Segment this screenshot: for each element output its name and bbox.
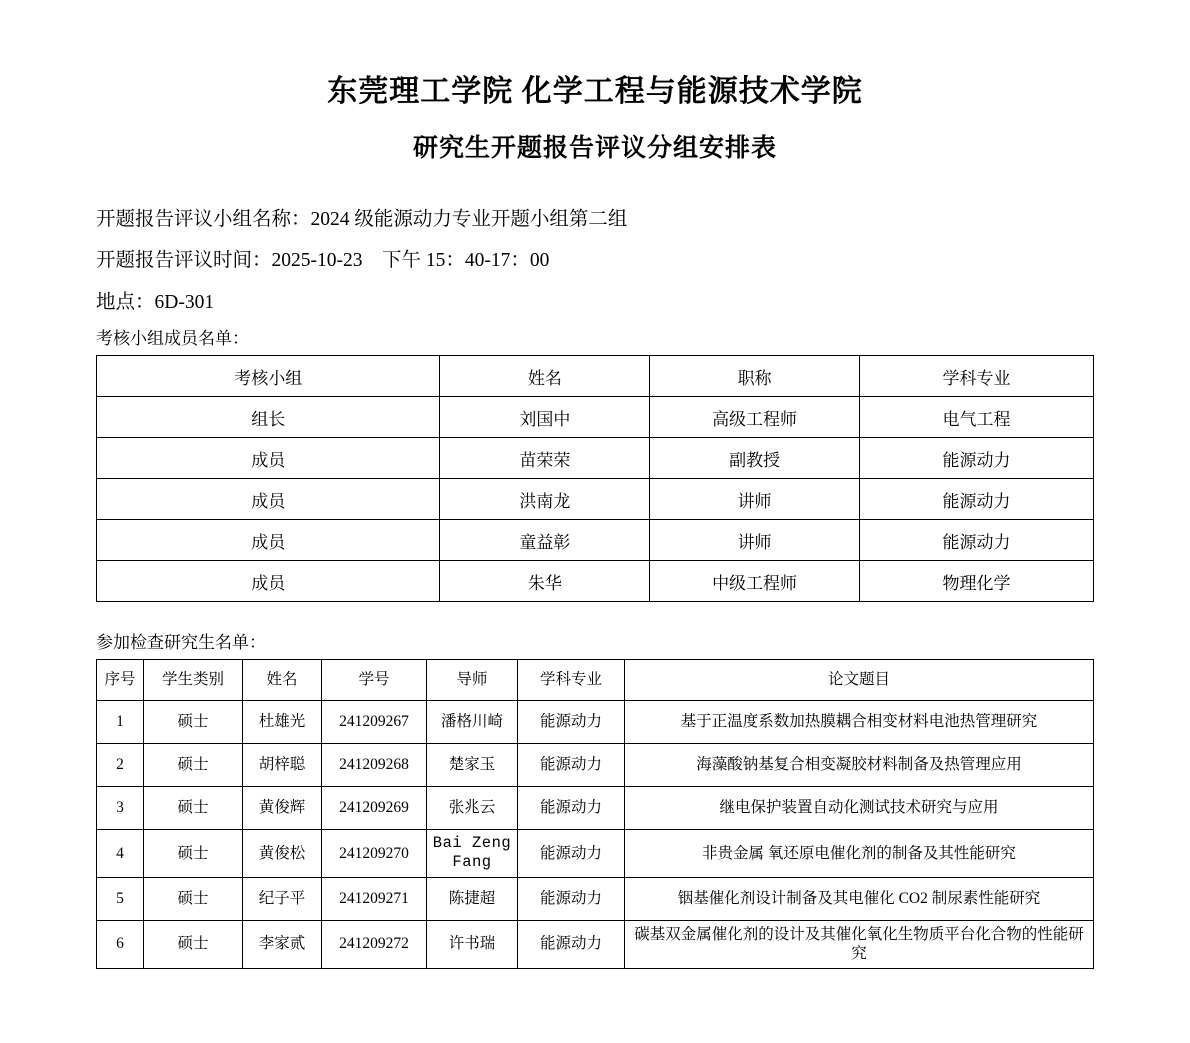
table-row	[97, 479, 1094, 520]
column-header: 学号	[322, 660, 427, 701]
page-subtitle: 研究生开题报告评议分组安排表	[412, 135, 777, 162]
table-row	[97, 877, 1094, 920]
cell-name: 洪南龙	[440, 479, 650, 520]
cell-topic: 非贵金属 氧还原电催化剂的制备及其性能研究	[625, 830, 1094, 878]
cell-major: 能源动力	[859, 520, 1093, 561]
meta-group-name: 开题报告评议小组名称：2024 级能源动力专业开题小组第二组	[96, 208, 628, 230]
table-header-row	[97, 356, 1094, 397]
cell-index: 6	[97, 920, 144, 968]
cell-supervisor: 潘格川崎	[427, 701, 518, 744]
cell-student-id: 241209272	[322, 920, 427, 968]
table-row	[97, 920, 1094, 968]
cell-major: 能源动力	[518, 787, 625, 830]
column-header: 姓名	[440, 356, 650, 397]
cell-topic: 海藻酸钠基复合相变凝胶材料制备及热管理应用	[625, 744, 1094, 787]
students-section-label: 参加检查研究生名单：	[96, 633, 266, 652]
cell-index: 5	[97, 877, 144, 920]
cell-student-id: 241209267	[322, 701, 427, 744]
cell-supervisor: 张兆云	[427, 787, 518, 830]
cell-student-id: 241209271	[322, 877, 427, 920]
column-header: 导师	[427, 660, 518, 701]
cell-major: 物理化学	[859, 561, 1093, 602]
cell-name: 杜雄光	[243, 701, 322, 744]
committee-section-label: 考核小组成员名单：	[96, 329, 249, 348]
cell-topic: 基于正温度系数加热膜耦合相变材料电池热管理研究	[625, 701, 1094, 744]
cell-major: 能源动力	[518, 830, 625, 878]
cell-name: 苗荣荣	[440, 438, 650, 479]
column-header: 序号	[97, 660, 144, 701]
cell-topic: 碳基双金属催化剂的设计及其催化氧化生物质平台化合物的性能研究	[625, 920, 1094, 968]
cell-name: 黄俊辉	[243, 787, 322, 830]
cell-name: 李家贰	[243, 920, 322, 968]
cell-student-id: 241209268	[322, 744, 427, 787]
table-row	[97, 744, 1094, 787]
column-header: 姓名	[243, 660, 322, 701]
cell-category: 硕士	[144, 787, 243, 830]
cell-title: 讲师	[650, 479, 860, 520]
cell-title: 中级工程师	[650, 561, 860, 602]
table-row	[97, 561, 1094, 602]
column-header: 学科专业	[859, 356, 1093, 397]
cell-role: 成员	[97, 438, 440, 479]
cell-student-id: 241209269	[322, 787, 427, 830]
cell-name: 黄俊松	[243, 830, 322, 878]
cell-title: 高级工程师	[650, 397, 860, 438]
cell-role: 成员	[97, 561, 440, 602]
column-header: 学生类别	[144, 660, 243, 701]
cell-title: 副教授	[650, 438, 860, 479]
column-header: 考核小组	[97, 356, 440, 397]
table-row	[97, 397, 1094, 438]
meta-time: 开题报告评议时间：2025-10-23 下午 15：40-17：00	[96, 250, 550, 271]
cell-supervisor: 陈捷超	[427, 877, 518, 920]
column-header: 论文题目	[625, 660, 1094, 701]
table-header-row	[97, 660, 1094, 701]
cell-supervisor: 楚家玉	[427, 744, 518, 787]
cell-index: 3	[97, 787, 144, 830]
cell-role: 组长	[97, 397, 440, 438]
cell-supervisor: Bai Zeng Fang	[427, 830, 518, 878]
table-row	[97, 701, 1094, 744]
cell-student-id: 241209270	[322, 830, 427, 878]
cell-major: 能源动力	[859, 479, 1093, 520]
table-row	[97, 520, 1094, 561]
cell-major: 能源动力	[518, 744, 625, 787]
cell-name: 童益彰	[440, 520, 650, 561]
cell-role: 成员	[97, 479, 440, 520]
cell-major: 能源动力	[518, 877, 625, 920]
cell-name: 胡梓聪	[243, 744, 322, 787]
document-page	[0, 72, 1190, 1043]
cell-category: 硕士	[144, 920, 243, 968]
cell-category: 硕士	[144, 701, 243, 744]
cell-index: 2	[97, 744, 144, 787]
cell-major: 能源动力	[518, 920, 625, 968]
cell-major: 能源动力	[518, 701, 625, 744]
page-title: 东莞理工学院 化学工程与能源技术学院	[327, 75, 863, 108]
cell-category: 硕士	[144, 830, 243, 878]
table-row	[97, 830, 1094, 878]
meta-block	[96, 210, 1094, 313]
students-table	[96, 659, 1094, 969]
cell-major: 电气工程	[859, 397, 1093, 438]
cell-supervisor: 许书瑞	[427, 920, 518, 968]
cell-topic: 继电保护装置自动化测试技术研究与应用	[625, 787, 1094, 830]
table-row	[97, 438, 1094, 479]
column-header: 学科专业	[518, 660, 625, 701]
committee-table	[96, 355, 1094, 602]
table-row	[97, 787, 1094, 830]
cell-major: 能源动力	[859, 438, 1093, 479]
cell-name: 刘国中	[440, 397, 650, 438]
meta-location: 地点：6D-301	[96, 291, 215, 313]
cell-name: 纪子平	[243, 877, 322, 920]
cell-category: 硕士	[144, 744, 243, 787]
cell-name: 朱华	[440, 561, 650, 602]
cell-title: 讲师	[650, 520, 860, 561]
cell-category: 硕士	[144, 877, 243, 920]
column-header: 职称	[650, 356, 860, 397]
cell-index: 1	[97, 701, 144, 744]
cell-topic: 铟基催化剂设计制备及其电催化 CO2 制尿素性能研究	[625, 877, 1094, 920]
cell-role: 成员	[97, 520, 440, 561]
cell-index: 4	[97, 830, 144, 878]
